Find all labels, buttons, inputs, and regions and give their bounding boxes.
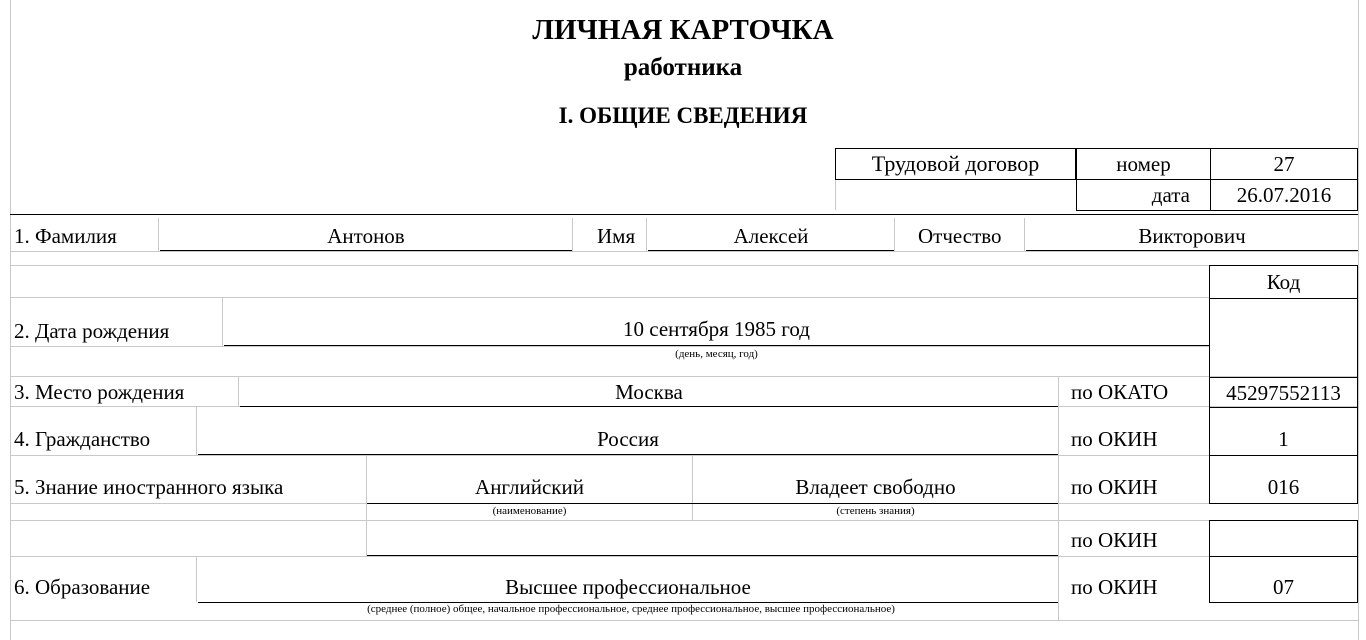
language2-classifier: по ОКИН — [1071, 528, 1158, 552]
language-code: 016 — [1267, 475, 1300, 499]
birth-date-hint: (день, месяц, год) — [675, 348, 758, 360]
language-name-value: Английский — [475, 475, 584, 499]
contract-number-label: номер — [1116, 152, 1171, 176]
grid-line — [196, 556, 197, 602]
education-hint: (среднее (полное) общее, начальное профессиональное, среднее профессиональное, высшее профессиональное) — [367, 603, 895, 615]
code-language2-cell — [1209, 520, 1358, 557]
contract-date-label: дата — [1151, 183, 1190, 207]
citizenship-code: 1 — [1278, 427, 1289, 451]
birth-date-underline — [224, 345, 1209, 346]
grid-line — [10, 297, 1210, 298]
grid-line — [238, 376, 239, 406]
birth-place-label: 3. Место рождения — [14, 380, 185, 404]
language-label: 5. Знание иностранного языка — [14, 475, 284, 499]
birth-place-value: Москва — [615, 380, 683, 404]
education-code: 07 — [1273, 575, 1294, 599]
patronymic-underline — [1026, 250, 1358, 251]
citizenship-classifier: по ОКИН — [1071, 427, 1158, 451]
grid-line — [894, 218, 895, 251]
grid-line — [10, 620, 1358, 621]
contract-number-value: 27 — [1273, 152, 1295, 176]
birth-place-underline — [240, 406, 1058, 407]
grid-line — [1024, 218, 1025, 251]
language-level-value: Владеет свободно — [795, 475, 956, 499]
education-label: 6. Образование — [14, 575, 151, 599]
form-title: ЛИЧНАЯ КАРТОЧКА — [532, 14, 834, 46]
language2-underline — [367, 555, 1058, 556]
citizenship-label: 4. Гражданство — [14, 427, 151, 451]
okato-code: 45297552113 — [1226, 381, 1341, 405]
first-name-value: Алексей — [733, 224, 809, 248]
code-birthdate-cell — [1209, 298, 1358, 378]
education-value: Высшее профессиональное — [505, 575, 751, 599]
language-underline — [367, 503, 1058, 504]
grid-line — [196, 406, 197, 456]
grid-line — [222, 297, 223, 347]
okato-label: по ОКАТО — [1071, 380, 1169, 404]
section-title: I. ОБЩИЕ СВЕДЕНИЯ — [558, 103, 808, 128]
grid-line — [572, 218, 573, 251]
grid-line — [10, 265, 1210, 266]
contract-date-value: 26.07.2016 — [1236, 183, 1332, 207]
surname-value: Антонов — [327, 224, 405, 248]
language-name-hint: (наименование) — [492, 505, 567, 517]
grid-line — [1058, 376, 1059, 620]
grid-line — [10, 455, 1358, 456]
grid-right-edge — [1358, 0, 1359, 640]
citizenship-underline — [198, 454, 1058, 455]
grid-line — [10, 520, 1358, 521]
grid-line — [10, 251, 1358, 252]
grid-left-edge — [10, 0, 11, 640]
code-header: Код — [1266, 270, 1301, 294]
contract-bottom-rule — [10, 214, 1358, 215]
patronymic-value: Викторович — [1138, 224, 1246, 248]
patronymic-label: Отчество — [918, 224, 1002, 248]
grid-line — [10, 556, 1358, 557]
language-classifier: по ОКИН — [1071, 475, 1158, 499]
grid-line — [10, 376, 1358, 377]
contract-label: Трудовой договор — [871, 151, 1040, 176]
citizenship-value: Россия — [597, 427, 659, 451]
first-name-underline — [648, 250, 894, 251]
birth-date-label: 2. Дата рождения — [14, 319, 170, 343]
birth-date-value: 10 сентября 1985 год — [623, 317, 810, 341]
form-subtitle: работника — [623, 54, 743, 81]
surname-label: 1. Фамилия — [14, 224, 117, 248]
grid-line — [646, 218, 647, 251]
grid-line — [10, 346, 1210, 347]
surname-underline — [160, 250, 572, 251]
education-classifier: по ОКИН — [1071, 575, 1158, 599]
language-level-hint: (степень знания) — [836, 505, 915, 517]
grid-line — [158, 218, 159, 251]
first-name-label: Имя — [597, 224, 636, 248]
